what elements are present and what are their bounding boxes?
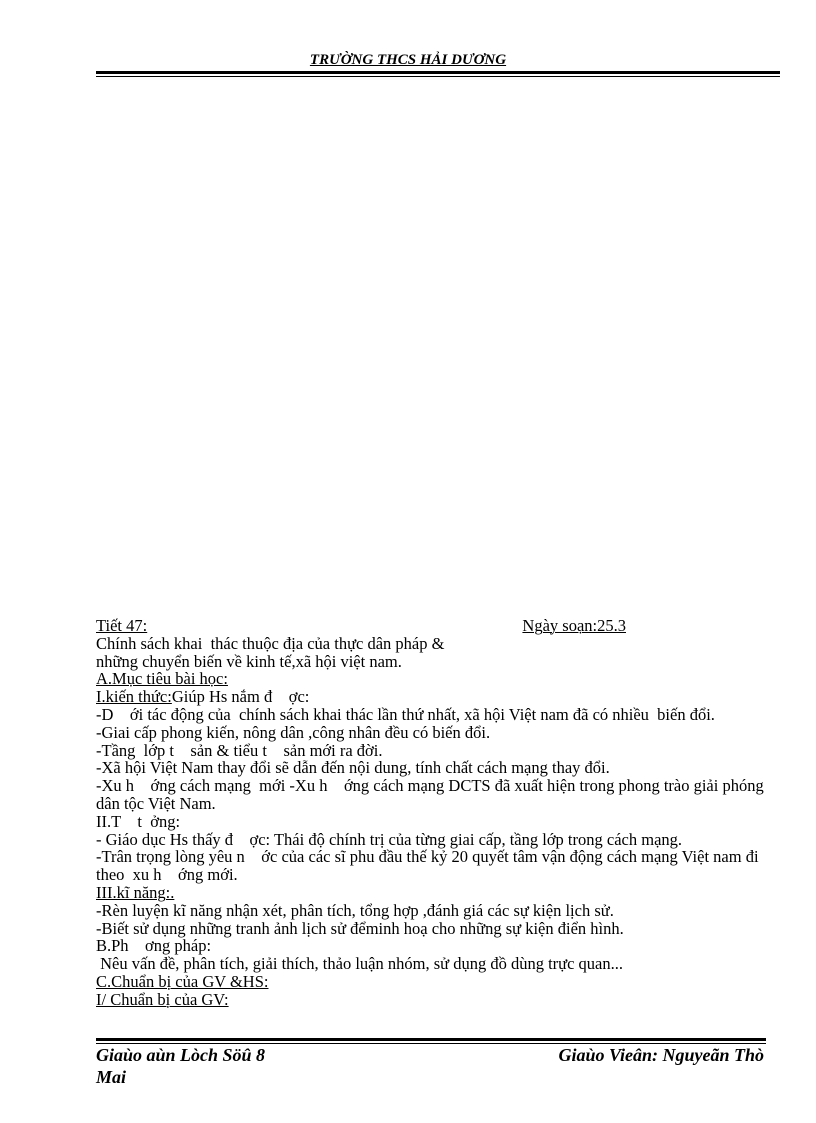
thought-heading: II.T t ởng: — [96, 811, 181, 831]
thought-item-2: -Trân trọng lòng yêu n ớc của các sĩ phu đầu thế kỷ 20 quyết tâm vận động cách mạng Việt nam đi theo xu h ớng mới. — [96, 847, 763, 885]
thought-item-1: - Giáo dục Hs thấy đ ợc: Thái độ chính trị của từng giai cấp, tầng lớp trong cách mạng. — [96, 829, 683, 849]
header-rule-thin — [96, 76, 780, 77]
header-school-name: TRƯỜNG THCS HẢI DƯƠNG — [309, 52, 507, 68]
knowledge-item-2: -Giai cấp phong kiến, nông dân ,công nhân đều có biến đổi. — [96, 722, 491, 742]
footer-rule-thick — [96, 1038, 766, 1041]
footer-second-line: Mai — [96, 1067, 127, 1087]
lesson-title-line2: những chuyển biến về kinh tế,xã hội việt nam. — [96, 651, 402, 671]
prep-gv-heading: I/ Chuẩn bị của GV: — [96, 989, 229, 1009]
page-footer — [96, 1044, 764, 1088]
lesson-period: Tiết 47: — [96, 616, 148, 635]
knowledge-item-5: -Xu h ớng cách mạng mới -Xu h ớng cách mạng DCTS đã xuất hiện trong phong trào giải phóng dân tộc Việt Nam. — [96, 776, 768, 813]
footer-right: Giaùo Vieân: Nguyeãn Thò — [558, 1045, 764, 1065]
lesson-period-row — [96, 617, 764, 635]
lesson-date: Ngày soạn:25.3 — [522, 616, 626, 635]
knowledge-label: I.kiến thức: — [96, 687, 172, 707]
knowledge-item-3: -Tầng lớp t sản & tiểu t sản mới ra đời. — [96, 740, 383, 760]
method-heading: B.Ph ơng pháp: — [96, 936, 212, 956]
skills-heading: III.kĩ năng:. — [96, 882, 175, 902]
method-item-1: Nêu vấn đề, phân tích, giải thích, thảo luận nhóm, sử dụng đồ dùng trực quan... — [96, 954, 623, 974]
knowledge-line — [96, 688, 764, 706]
knowledge-item-4: -Xã hội Việt Nam thay đổi sẽ dẫn đến nội dung, tính chất cách mạng thay đổi. — [96, 758, 610, 778]
knowledge-item-1: -D ới tác động của chính sách khai thác lần thứ nhất, xã hội Việt nam đã có nhiều biến đổi. — [96, 704, 715, 724]
header-rule-thick — [96, 71, 780, 74]
lesson-content — [96, 616, 768, 1009]
footer-left: Giaùo aùn Lòch Söû 8 — [96, 1045, 266, 1065]
lesson-title-line1: Chính sách khai thác thuộc địa của thực dân pháp & — [96, 633, 445, 653]
skills-item-2: -Biết sử dụng những tranh ảnh lịch sử đểminh hoạ cho những sự kiện điển hình. — [96, 918, 624, 938]
section-a-heading: A.Mục tiêu bài học: — [96, 669, 228, 689]
knowledge-intro: Giúp Hs nắm đ ợc: — [171, 687, 310, 707]
skills-item-1: -Rèn luyện kĩ năng nhận xét, phân tích, tổng hợp ,đánh giá các sự kiện lịch sử. — [96, 900, 614, 920]
prep-heading: C.Chuẩn bị của GV &HS: — [96, 971, 269, 991]
